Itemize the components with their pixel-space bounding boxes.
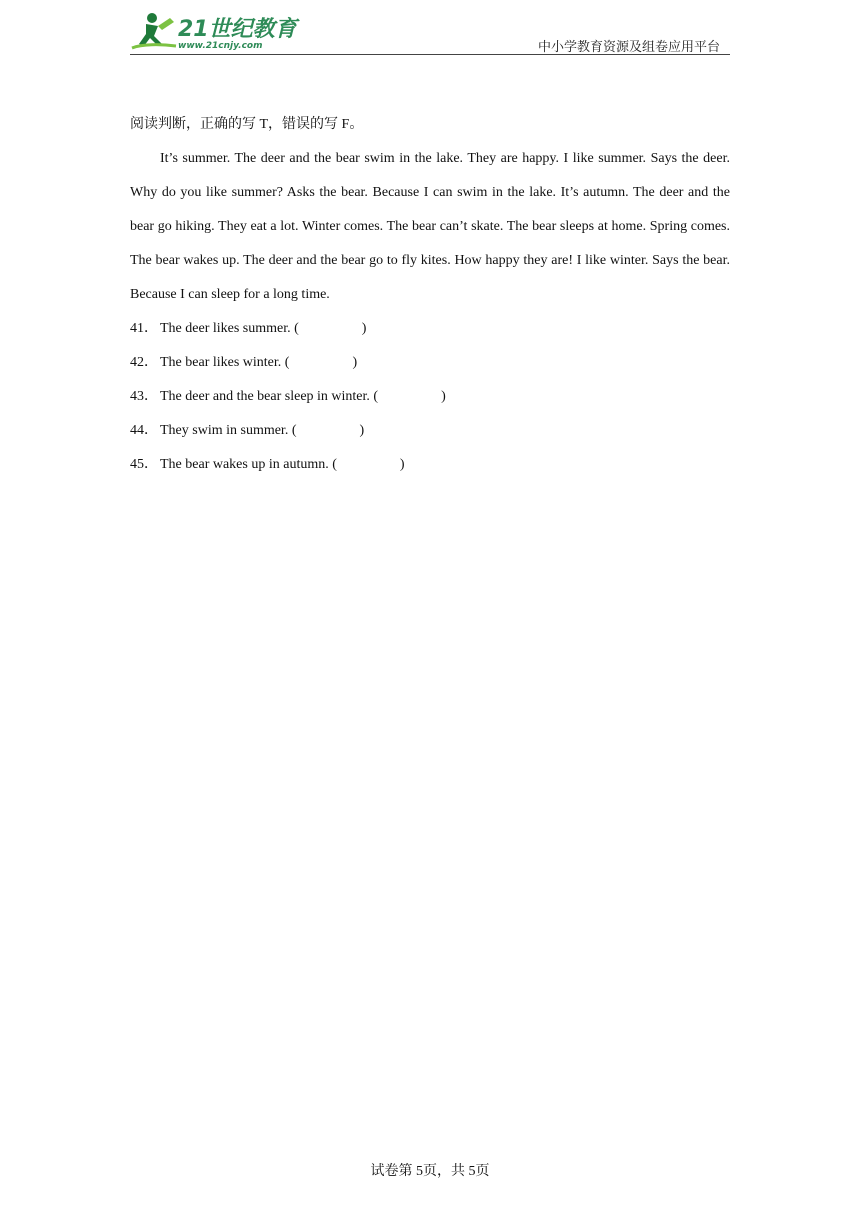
question-number: 43． [130,389,158,404]
header-divider [130,54,730,55]
instruction: 阅读判断，正确的写 T，错误的写 F。 [130,117,364,132]
question-text: The bear wakes up in autumn. ( [160,457,337,472]
question-close: ) [352,355,358,370]
answer-blank[interactable] [299,321,362,336]
passage-line: deer. Why do you like summer? Asks the bear. Because I can swim in the lake. It’s autumn. The [130,151,730,200]
passage-line: are! I like winter. Says the bear. Because I can sleep for a long time. [130,253,730,302]
logo-text: 21世纪教育 [178,17,297,42]
question-44 [130,414,730,448]
exam-content [130,108,730,482]
logo [130,8,300,52]
question-close: ) [361,321,367,336]
answer-blank[interactable] [289,355,352,370]
question-text: The deer and the bear sleep in winter. ( [160,389,379,404]
question-43 [130,380,730,414]
question-number: 44． [130,423,158,438]
runner-logo-icon [130,8,178,52]
answer-blank[interactable] [337,457,400,472]
question-45 [130,448,730,482]
passage-line: deer and the bear go hiking. They eat a lot. Winter comes. The bear can’t skate. The bear sleeps at [130,185,730,234]
question-number: 41． [130,321,158,336]
logo-url: www.21cnjy.com [178,41,263,51]
question-close: ) [441,389,446,404]
question-41 [130,312,730,346]
question-42 [130,346,730,380]
answer-blank[interactable] [378,389,441,404]
page-footer: 试卷第 5页，共 5页 [370,1164,490,1179]
question-close: ) [359,423,365,438]
question-close: ) [399,457,405,472]
answer-blank[interactable] [297,423,360,438]
question-text: The bear likes winter. ( [160,355,290,370]
question-text: They swim in summer. ( [160,423,297,438]
passage-line: It’s summer. The deer and the bear swim in the lake. They are happy. I like summer. Says the [160,151,704,166]
passage-line: home. Spring comes. The bear wakes up. The deer and the bear go to fly kites. How happy they [130,219,730,268]
reading-passage [130,142,730,312]
platform-name: 中小学教育资源及组卷应用平台 [537,39,720,54]
page-header [130,0,730,56]
question-text: The deer likes summer. ( [160,321,299,336]
question-number: 45． [130,457,158,472]
question-number: 42． [130,355,158,370]
